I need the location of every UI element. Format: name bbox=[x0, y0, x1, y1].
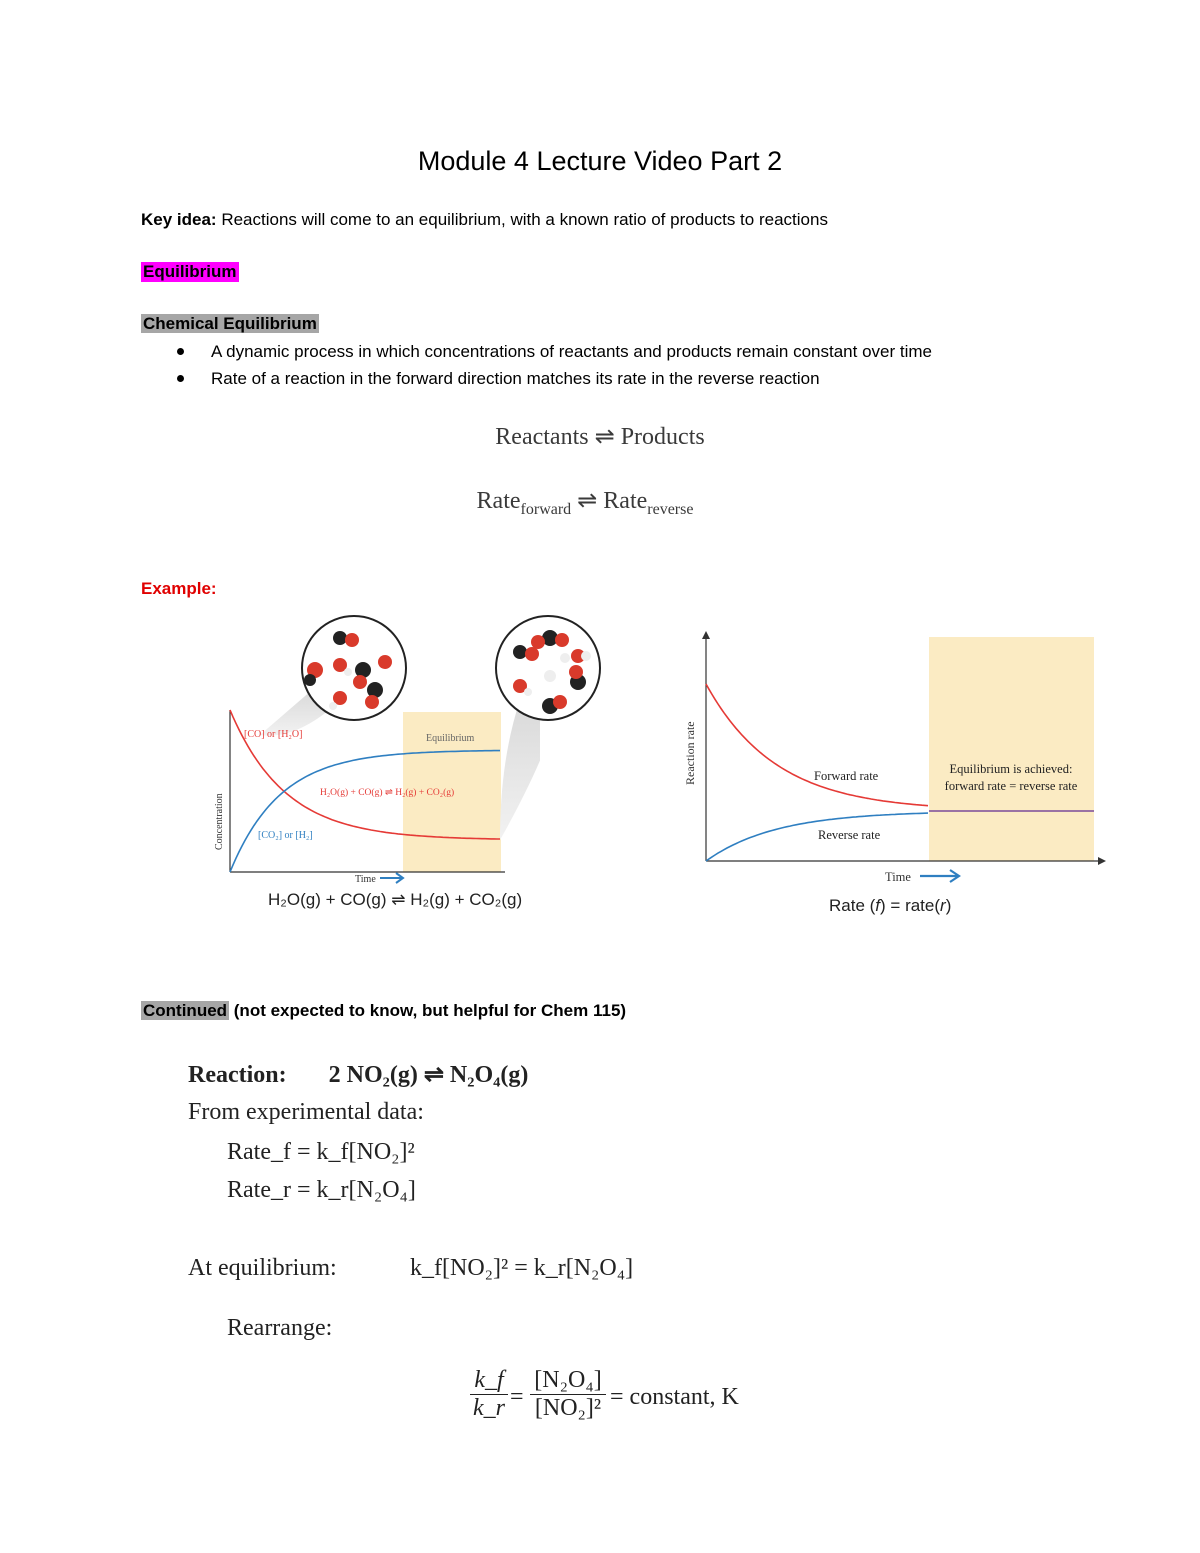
equilibrium-heading: Equilibrium bbox=[143, 262, 237, 281]
fraction-kf-kr: k_f k_r bbox=[470, 1367, 508, 1422]
time-arrow bbox=[920, 870, 959, 882]
page-title: Module 4 Lecture Video Part 2 bbox=[417, 146, 783, 176]
at-equilibrium-expression: k_f[NO₂]² = k_r[N₂O₄] bbox=[410, 1255, 634, 1281]
forward-rate-label: Forward rate bbox=[814, 769, 879, 783]
time-arrow bbox=[380, 873, 403, 883]
right-caption: Rate (f) = rate(r) bbox=[829, 896, 952, 915]
molecule-circle-right bbox=[490, 612, 610, 724]
key-idea bbox=[141, 210, 828, 230]
equilibrium-label-line2: forward rate = reverse rate bbox=[944, 779, 1078, 793]
equation-reactants-products: Reactants ⇌ Products bbox=[495, 424, 705, 450]
equation-rates: Rate$_{forward}$ ⇌ Rate$_{reverse}$ bbox=[476, 488, 694, 518]
key-idea-label: Key idea: bbox=[141, 210, 217, 229]
x-axis-label: Time bbox=[885, 870, 911, 884]
equilibrium-label-line1: Equilibrium is achieved: bbox=[949, 762, 1073, 776]
label-co-h2o: [CO] or [H₂O] bbox=[244, 729, 303, 740]
fraction-concentrations: [N₂O₄] [NO₂]² bbox=[530, 1367, 606, 1422]
rate-forward-expression: Rate_f = k_f[NO₂]² bbox=[227, 1139, 415, 1165]
bullet-list bbox=[175, 340, 932, 394]
at-equilibrium-label: At equilibrium: bbox=[188, 1255, 337, 1281]
list-item: A dynamic process in which concentrations of reactants and products remain constant over time bbox=[175, 340, 932, 367]
y-axis-label: Concentration bbox=[214, 793, 225, 850]
continued-heading: Continued (not expected to know, but helpful for Chem 115) bbox=[143, 1001, 627, 1020]
x-axis-label: Time bbox=[355, 874, 376, 885]
left-caption: H₂O(g) + CO(g) ⇌ H₂(g) + CO₂(g) bbox=[268, 890, 523, 909]
experimental-data-line: From experimental data: bbox=[188, 1099, 424, 1125]
y-axis-arrow bbox=[702, 631, 710, 639]
rate-reverse-expression: Rate_r = k_r[N₂O₄] bbox=[227, 1177, 416, 1203]
reverse-rate-curve bbox=[706, 813, 928, 861]
reaction-rate-figure bbox=[680, 625, 1110, 890]
equilibrium-region bbox=[929, 637, 1094, 861]
forward-rate-curve bbox=[706, 684, 928, 806]
label-co2-h2: [CO₂] or [H₂] bbox=[258, 830, 313, 841]
chemical-equilibrium-heading: Chemical Equilibrium bbox=[143, 314, 317, 333]
concentration-figure bbox=[200, 610, 540, 890]
example-label: Example: bbox=[141, 579, 217, 598]
x-axis-arrow bbox=[1098, 857, 1106, 865]
y-axis-label: Reaction rate bbox=[683, 721, 697, 785]
plot-reaction-label: H₂O(g) + CO(g) ⇌ H₂(g) + CO₂(g) bbox=[320, 788, 455, 798]
reverse-rate-label: Reverse rate bbox=[818, 828, 881, 842]
reaction-line: Reaction: 2 NO₂(g) ⇌ N₂O₄(g) bbox=[188, 1062, 529, 1088]
equals-sign: = bbox=[510, 1384, 524, 1410]
rearrange-label: Rearrange: bbox=[227, 1315, 333, 1341]
list-item: Rate of a reaction in the forward direction matches its rate in the reverse reaction bbox=[175, 367, 932, 394]
key-idea-text: Reactions will come to an equilibrium, with a known ratio of products to reactions bbox=[216, 210, 828, 229]
equilibrium-constant-result: = constant, K bbox=[610, 1384, 739, 1410]
equilibrium-label: Equilibrium bbox=[426, 733, 475, 744]
